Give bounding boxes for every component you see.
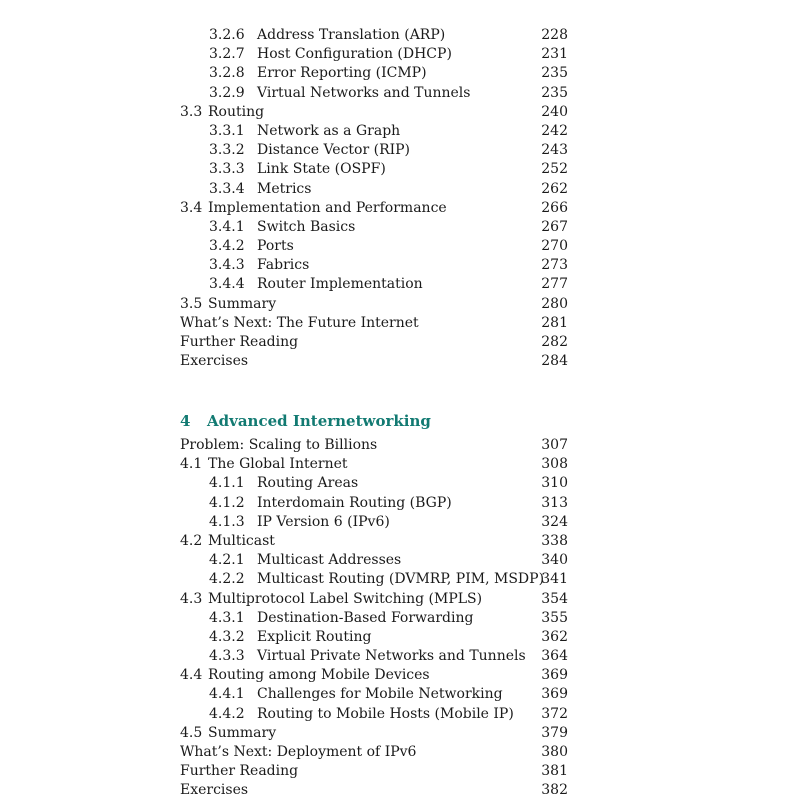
toc-entry[interactable] xyxy=(180,45,570,64)
toc-entry-title: Multiprotocol Label Switching (MPLS) xyxy=(208,590,483,607)
toc-entry[interactable] xyxy=(180,743,570,762)
toc-entry-title: Multicast Addresses xyxy=(257,552,402,569)
toc-entry-page: 369 xyxy=(541,686,568,703)
toc-entry-number: 3.3 xyxy=(180,103,203,120)
toc-entry[interactable] xyxy=(180,705,570,724)
toc-entry-page: 240 xyxy=(541,103,568,120)
toc-entry[interactable] xyxy=(180,256,570,275)
toc-entry[interactable] xyxy=(180,84,570,103)
toc-entry-number: 3.2.8 xyxy=(209,65,245,82)
toc-entry-page: 280 xyxy=(541,295,568,312)
toc-entry-number: 3.4.1 xyxy=(209,218,245,235)
toc-entry[interactable] xyxy=(180,275,570,294)
toc-entry-title: Exercises xyxy=(180,353,249,370)
toc-entry-title: Destination-Based Forwarding xyxy=(257,609,474,626)
toc-entry-number: 3.4 xyxy=(180,199,203,216)
toc-entry-number: 4.5 xyxy=(180,724,203,741)
toc-entry-number: 4.1.1 xyxy=(209,475,245,492)
toc-entry-title: Challenges for Mobile Networking xyxy=(257,686,503,703)
toc-entry-page: 355 xyxy=(541,609,568,626)
toc-entry-title: Virtual Private Networks and Tunnels xyxy=(257,648,526,665)
chapter-title: Advanced Internetworking xyxy=(207,412,431,430)
toc-entry[interactable] xyxy=(180,122,570,141)
toc-entry-page: 369 xyxy=(541,667,568,684)
toc-entry-title: Virtual Networks and Tunnels xyxy=(257,84,471,101)
toc-entry[interactable] xyxy=(180,26,570,45)
toc-entry-page: 284 xyxy=(541,353,568,370)
toc-entry-page: 362 xyxy=(541,628,568,645)
toc-entry-title: Host Configuration (DHCP) xyxy=(257,46,452,63)
toc-entry-page: 338 xyxy=(541,532,568,549)
toc-entry-number: 4.2.1 xyxy=(209,552,245,569)
toc-entry[interactable] xyxy=(180,532,570,551)
toc-entry[interactable] xyxy=(180,762,570,781)
toc-entry-title: Multicast xyxy=(208,532,275,549)
toc-entry-page: 235 xyxy=(541,65,568,82)
toc-entry-number: 3.3.2 xyxy=(209,142,245,159)
toc-section-chapter-3 xyxy=(180,26,570,371)
toc-entry-number: 3.4.3 xyxy=(209,257,245,274)
toc-entry[interactable] xyxy=(180,609,570,628)
chapter-heading xyxy=(180,412,431,430)
toc-entry-number: 4.1.2 xyxy=(209,494,245,511)
toc-entry[interactable] xyxy=(180,333,570,352)
toc-entry-title: Interdomain Routing (BGP) xyxy=(257,494,452,511)
toc-entry-page: 310 xyxy=(541,475,568,492)
toc-entry-page: 379 xyxy=(541,724,568,741)
toc-entry-page: 281 xyxy=(541,314,568,331)
toc-entry-page: 277 xyxy=(541,276,568,293)
toc-entry[interactable] xyxy=(180,218,570,237)
toc-entry-page: 267 xyxy=(541,218,568,235)
toc-entry[interactable] xyxy=(180,160,570,179)
toc-entry-number: 3.4.2 xyxy=(209,238,245,255)
toc-entry-number: 4.4.2 xyxy=(209,705,245,722)
toc-entry-page: 307 xyxy=(541,437,568,453)
toc-entry-page: 270 xyxy=(541,238,568,255)
toc-entry-title: Address Translation (ARP) xyxy=(257,27,446,43)
toc-entry-title: Multicast Routing (DVMRP, PIM, MSDP) xyxy=(257,571,545,588)
toc-entry[interactable] xyxy=(180,436,570,455)
toc-section-chapter-4 xyxy=(180,436,570,801)
toc-entry-number: 4.1 xyxy=(180,456,203,473)
toc-entry-title: Network as a Graph xyxy=(257,122,401,139)
toc-entry[interactable] xyxy=(180,647,570,666)
toc-entry-page: 243 xyxy=(541,142,568,159)
toc-entry-title: Further Reading xyxy=(180,763,299,780)
toc-entry[interactable] xyxy=(180,103,570,122)
toc-entry-number: 4.3.2 xyxy=(209,628,245,645)
toc-entry-title: IP Version 6 (IPv6) xyxy=(257,513,390,530)
toc-entry-number: 3.3.3 xyxy=(209,161,245,178)
toc-entry[interactable] xyxy=(180,570,570,589)
toc-entry-title: Routing xyxy=(208,103,265,120)
toc-entry-number: 3.4.4 xyxy=(209,276,245,293)
toc-entry-title: Distance Vector (RIP) xyxy=(257,142,411,159)
toc-entry-title: Implementation and Performance xyxy=(208,199,447,216)
toc-entry-page: 354 xyxy=(541,590,568,607)
toc-entry-page: 324 xyxy=(541,513,568,530)
toc-entry-title: Problem: Scaling to Billions xyxy=(180,437,378,453)
toc-entry-title: Metrics xyxy=(257,180,312,197)
toc-entry[interactable] xyxy=(180,352,570,371)
toc-entry-title: Fabrics xyxy=(257,257,310,274)
toc-entry[interactable] xyxy=(180,180,570,199)
toc-entry-number: 3.2.9 xyxy=(209,84,245,101)
toc-entry[interactable] xyxy=(180,628,570,647)
toc-entry-page: 341 xyxy=(541,571,568,588)
toc-entry-number: 3.5 xyxy=(180,295,203,312)
toc-entry-title: Ports xyxy=(257,238,294,255)
toc-entry-page: 372 xyxy=(541,705,568,722)
toc-entry[interactable] xyxy=(180,781,570,800)
toc-entry-page: 228 xyxy=(541,27,568,43)
toc-entry-title: What’s Next: The Future Internet xyxy=(180,314,419,331)
toc-entry-number: 4.2.2 xyxy=(209,571,245,588)
toc-entry-number: 4.2 xyxy=(180,532,203,549)
toc-entry[interactable] xyxy=(180,685,570,704)
toc-entry-page: 364 xyxy=(541,648,568,665)
toc-entry-page: 382 xyxy=(541,782,568,799)
toc-entry-number: 3.3.1 xyxy=(209,122,245,139)
toc-entry[interactable] xyxy=(180,199,570,218)
toc-entry[interactable] xyxy=(180,64,570,83)
toc-entry-number: 4.4.1 xyxy=(209,686,245,703)
toc-entry-number: 4.4 xyxy=(180,667,203,684)
toc-entry[interactable] xyxy=(180,494,570,513)
toc-entry[interactable] xyxy=(180,590,570,609)
toc-entry[interactable] xyxy=(180,237,570,256)
toc-entry-page: 266 xyxy=(541,199,568,216)
toc-entry-title: Router Implementation xyxy=(257,276,423,293)
toc-entry-number: 4.3.3 xyxy=(209,648,245,665)
toc-entry-title: Error Reporting (ICMP) xyxy=(257,65,427,82)
toc-entry-number: 3.2.7 xyxy=(209,46,245,63)
toc-entry-title: Summary xyxy=(208,295,277,312)
toc-entry[interactable] xyxy=(180,455,570,474)
toc-entry-page: 235 xyxy=(541,84,568,101)
toc-entry-number: 4.1.3 xyxy=(209,513,245,530)
toc-entry-page: 308 xyxy=(541,456,568,473)
toc-entry-title: Further Reading xyxy=(180,334,299,350)
toc-entry-page: 340 xyxy=(541,552,568,569)
toc-entry-title: Switch Basics xyxy=(257,218,356,235)
toc-entry-title: The Global Internet xyxy=(208,456,348,473)
chapter-number: 4 xyxy=(180,412,191,430)
toc-entry[interactable] xyxy=(180,513,570,532)
toc-entry-page: 282 xyxy=(541,334,568,350)
toc-entry[interactable] xyxy=(180,295,570,314)
toc-entry[interactable] xyxy=(180,551,570,570)
toc-entry-page: 380 xyxy=(541,744,568,760)
toc-entry-number: 4.3 xyxy=(180,590,203,607)
toc-entry-page: 252 xyxy=(541,161,568,178)
toc-entry-title: Link State (OSPF) xyxy=(257,161,386,178)
toc-entry-title: Routing Areas xyxy=(257,475,359,492)
toc-entry-page: 262 xyxy=(541,180,568,197)
toc-entry-number: 3.3.4 xyxy=(209,180,245,197)
toc-entry-title: Exercises xyxy=(180,782,249,799)
toc-entry-title: Explicit Routing xyxy=(257,628,372,645)
toc-entry[interactable] xyxy=(180,666,570,685)
toc-entry[interactable] xyxy=(180,141,570,160)
toc-entry[interactable] xyxy=(180,724,570,743)
toc-entry-number: 4.3.1 xyxy=(209,609,245,626)
toc-entry[interactable] xyxy=(180,314,570,333)
toc-entry-page: 381 xyxy=(541,763,568,780)
toc-entry-title: What’s Next: Deployment of IPv6 xyxy=(180,744,417,760)
toc-entry[interactable] xyxy=(180,474,570,493)
toc-entry-title: Routing to Mobile Hosts (Mobile IP) xyxy=(257,705,514,722)
toc-entry-page: 313 xyxy=(541,494,568,511)
toc-entry-page: 231 xyxy=(541,46,568,63)
toc-entry-page: 242 xyxy=(541,122,568,139)
toc-entry-title: Routing among Mobile Devices xyxy=(208,667,430,684)
toc-entry-title: Summary xyxy=(208,724,277,741)
toc-entry-page: 273 xyxy=(541,257,568,274)
toc-entry-number: 3.2.6 xyxy=(209,27,245,43)
